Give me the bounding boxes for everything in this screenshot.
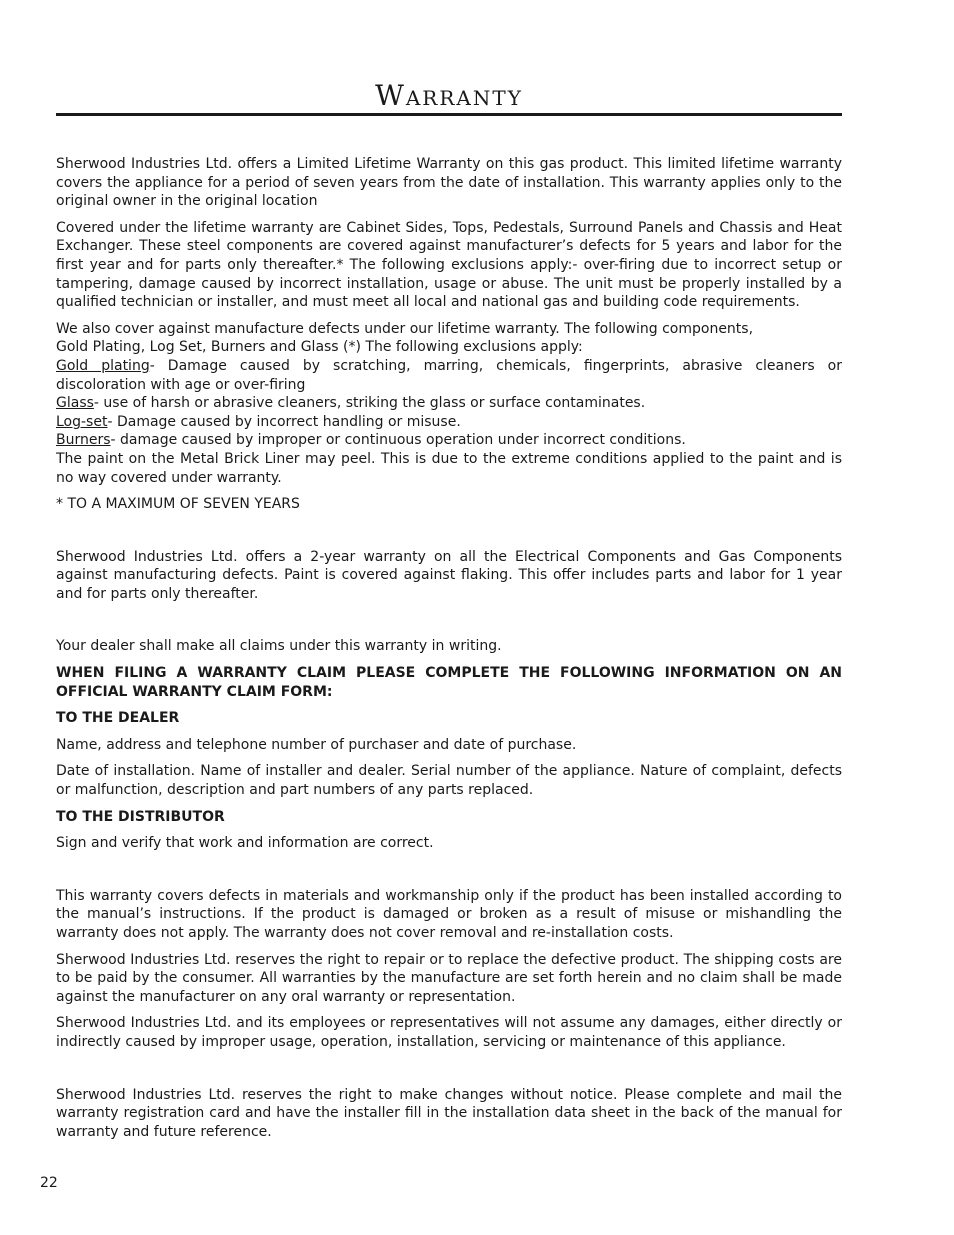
exclusion-log-set xyxy=(56,413,842,432)
paragraph-no-liability: Sherwood Industries Ltd. and its employees or representatives will not assume any damages, either directly or indirectly caused by improper usage, operation, installation, servicing or maintenance of this appliance. xyxy=(56,1015,842,1050)
exclusion-text: - damage caused by improper or continuous operation under incorrect conditions. xyxy=(110,432,686,449)
warranty-body xyxy=(56,155,842,1149)
paragraph-maximum-seven-years: * TO A MAXIMUM OF SEVEN YEARS xyxy=(56,496,300,513)
page-number: 22 xyxy=(40,1175,58,1191)
paragraph-warranty-coverage-conditions: This warranty covers defects in materials and workmanship only if the product has been installed according to the manual’s instructions. If the product is damaged or broken as a result of misuse or mishandling the warranty does not apply. The warranty does not cover removal and re-installation costs. xyxy=(56,887,842,941)
paragraph-covered-components: Covered under the lifetime warranty are Cabinet Sides, Tops, Pedestals, Surround Panels and Chassis and Heat Exchanger. These steel components are covered against manufacturer’s defects for 5 years and labor for the first year and for parts only thereafter.* The following exclusions apply:- over-firing due to incorrect setup or tampering, damage caused by incorrect installation, usage or abuse. The unit must be properly installed by a qualified technician or installer, and must meet all local and national gas and building code requirements. xyxy=(56,219,842,311)
paragraph-repair-replace: Sherwood Industries Ltd. reserves the right to repair or to replace the defective product. The shipping costs are to be paid by the consumer. All warranties by the manufacture are set forth herein and no claim shall be made against the manufacturer on any oral warranty or representation. xyxy=(56,951,842,1005)
paragraph-two-year-warranty: Sherwood Industries Ltd. offers a 2-year warranty on all the Electrical Components and Gas Components against manufacturing defects. Paint is covered against flaking. This offer includes parts and labor for 1 year and for parts only thereafter. xyxy=(56,548,842,602)
exclusion-label: Log-set xyxy=(56,413,108,430)
exclusion-gold-plating xyxy=(56,357,842,394)
exclusion-text: - Damage caused by scratching, marring, chemicals, fingerprints, abrasive cleaners or discoloration with age or over-firing xyxy=(56,357,842,393)
title-rule xyxy=(56,113,842,116)
paragraph-lifetime-warranty: Sherwood Industries Ltd. offers a Limited Lifetime Warranty on this gas product. This limited lifetime warranty covers the appliance for a period of seven years from the date of installation. This warranty applies only to the original owner in the original location xyxy=(56,156,842,210)
exclusion-text: - Damage caused by incorrect handling or misuse. xyxy=(107,413,461,430)
exclusion-label: Gold plating xyxy=(56,357,150,374)
claim-form-heading: WHEN FILING A WARRANTY CLAIM PLEASE COMPLETE THE FOLLOWING INFORMATION ON AN OFFICIAL WARRANTY CLAIM FORM: xyxy=(56,665,842,700)
page-title: Warranty xyxy=(375,79,523,112)
paragraph-changes-registration: Sherwood Industries Ltd. reserves the right to make changes without notice. Please complete and mail the warranty registration card and have the installer fill in the installation data sheet in the back of the manual for warranty and future reference. xyxy=(56,1086,842,1140)
to-the-distributor-heading: TO THE DISTRIBUTOR xyxy=(56,808,225,825)
to-the-distributor-line-1: Sign and verify that work and information are correct. xyxy=(56,835,434,852)
exclusion-burners xyxy=(56,431,842,450)
to-the-dealer-line-2: Date of installation. Name of installer and dealer. Serial number of the appliance. Nature of complaint, defects or malfunction, description and part numbers of any parts replaced. xyxy=(56,763,842,799)
paragraph-dealer-claims: Your dealer shall make all claims under this warranty in writing. xyxy=(56,638,502,655)
paragraph-metal-brick-liner: The paint on the Metal Brick Liner may peel. This is due to the extreme conditions applied to the paint and is no way covered under warranty. xyxy=(56,450,842,486)
exclusion-label: Burners xyxy=(56,432,111,449)
to-the-dealer-heading: TO THE DEALER xyxy=(56,710,180,727)
to-the-dealer-line-1: Name, address and telephone number of purchaser and date of purchase. xyxy=(56,736,577,753)
exclusion-label: Glass xyxy=(56,395,94,412)
paragraph-covered-parts: Gold Plating, Log Set, Burners and Glass (*) The following exclusions apply: xyxy=(56,339,583,356)
paragraph-manufacture-defects: We also cover against manufacture defects under our lifetime warranty. The following components, xyxy=(56,320,754,337)
exclusion-text: - use of harsh or abrasive cleaners, striking the glass or surface contaminates. xyxy=(93,395,646,412)
exclusion-glass xyxy=(56,394,842,413)
